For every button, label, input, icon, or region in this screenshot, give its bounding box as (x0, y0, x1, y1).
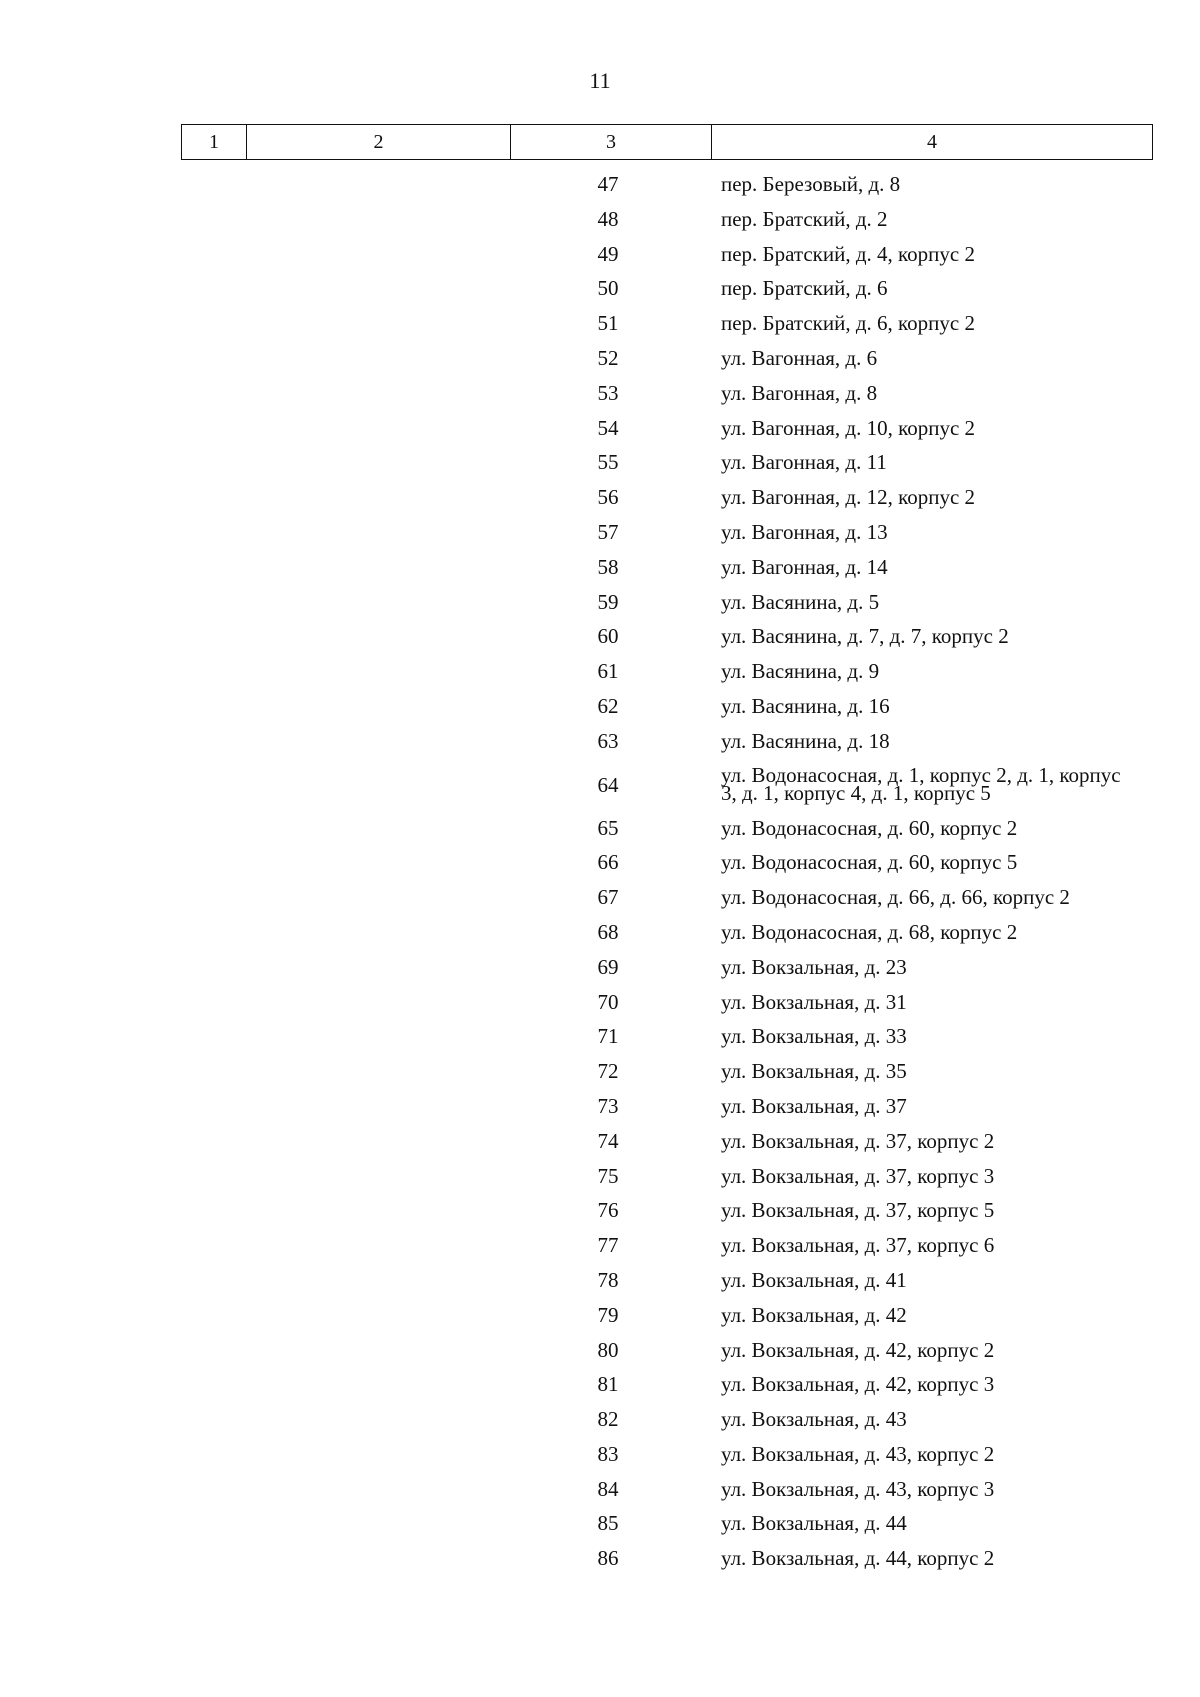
table-row (0, 1402, 1200, 1437)
row-number: 72 (597, 1059, 619, 1084)
row-address: ул. Вокзальная, д. 37, корпус 6 (721, 1233, 995, 1258)
row-number: 65 (597, 815, 619, 840)
row-address: ул. Вокзальная, д. 42, корпус 2 (721, 1337, 995, 1362)
row-number: 71 (597, 1024, 619, 1049)
row-address: ул. Вокзальная, д. 43, корпус 3 (721, 1476, 995, 1501)
row-number: 50 (597, 276, 619, 301)
table-row (0, 1054, 1200, 1089)
row-number: 68 (597, 919, 619, 944)
table-row (0, 759, 1200, 811)
row-number: 49 (597, 241, 619, 266)
row-number: 86 (597, 1546, 619, 1571)
column-header-row (181, 124, 1153, 160)
column-header-2: 2 (247, 125, 511, 160)
row-address: ул. Вокзальная, д. 42 (721, 1302, 907, 1327)
row-number: 79 (597, 1302, 619, 1327)
address-list (0, 167, 1200, 1576)
row-number: 64 (597, 772, 619, 797)
row-number: 74 (597, 1128, 619, 1153)
table-row (0, 1089, 1200, 1124)
table-row (0, 845, 1200, 880)
row-address: ул. Водонасосная, д. 68, корпус 2 (721, 919, 1018, 944)
row-address: ул. Водонасосная, д. 60, корпус 2 (721, 815, 1018, 840)
row-address: ул. Вокзальная, д. 41 (721, 1267, 907, 1292)
row-address: ул. Васянина, д. 16 (721, 693, 890, 718)
row-address: ул. Вокзальная, д. 37, корпус 5 (721, 1198, 995, 1223)
row-address: ул. Вокзальная, д. 37, корпус 3 (721, 1163, 995, 1188)
row-number: 76 (597, 1198, 619, 1223)
row-address: ул. Водонасосная, д. 1, корпус 2, д. 1, корпус 3, д. 1, корпус 4, д. 1, корпус 5 (721, 762, 1121, 805)
row-number: 77 (597, 1233, 619, 1258)
table-row (0, 411, 1200, 446)
row-address: ул. Вагонная, д. 10, корпус 2 (721, 415, 976, 440)
table-row (0, 724, 1200, 759)
row-address: пер. Березовый, д. 8 (721, 172, 901, 196)
row-number: 85 (597, 1511, 619, 1536)
table-row (0, 1124, 1200, 1159)
table-row (0, 1159, 1200, 1194)
row-address: ул. Вокзальная, д. 44 (721, 1511, 907, 1536)
row-number: 78 (597, 1267, 619, 1292)
row-number: 47 (597, 172, 619, 196)
table-row (0, 950, 1200, 985)
row-address: ул. Вагонная, д. 11 (721, 450, 887, 475)
column-header-4: 4 (712, 125, 1153, 160)
table-row (0, 689, 1200, 724)
row-number: 53 (597, 380, 619, 405)
table-row (0, 811, 1200, 846)
row-address: пер. Братский, д. 2 (721, 206, 888, 231)
table-row (0, 1333, 1200, 1368)
table-row (0, 1472, 1200, 1507)
table-row (0, 985, 1200, 1020)
table-row (0, 306, 1200, 341)
row-address: пер. Братский, д. 4, корпус 2 (721, 241, 975, 266)
row-address: ул. Вагонная, д. 12, корпус 2 (721, 485, 976, 510)
row-number: 84 (597, 1476, 619, 1501)
table-row (0, 202, 1200, 237)
column-header-1: 1 (182, 125, 247, 160)
table-row (0, 585, 1200, 620)
row-number: 73 (597, 1093, 619, 1118)
row-address: пер. Братский, д. 6 (721, 276, 888, 301)
row-number: 63 (597, 728, 619, 753)
row-number: 62 (597, 693, 619, 718)
row-number: 57 (597, 519, 619, 544)
table-row (0, 1019, 1200, 1054)
table-row (0, 515, 1200, 550)
row-address: ул. Вагонная, д. 8 (721, 380, 878, 405)
row-number: 70 (597, 989, 619, 1014)
row-address: пер. Братский, д. 6, корпус 2 (721, 311, 975, 336)
row-number: 55 (597, 450, 619, 475)
row-number: 81 (597, 1372, 619, 1397)
column-header-3: 3 (511, 125, 712, 160)
row-address: ул. Васянина, д. 5 (721, 589, 880, 614)
page-number: 11 (589, 68, 611, 93)
table-row (0, 1437, 1200, 1472)
row-number: 59 (597, 589, 619, 614)
table-row (0, 1506, 1200, 1541)
row-address: ул. Васянина, д. 9 (721, 659, 880, 684)
table-row (0, 915, 1200, 950)
row-address: ул. Васянина, д. 7, д. 7, корпус 2 (721, 624, 1009, 649)
table-row (0, 1541, 1200, 1576)
row-address: ул. Вокзальная, д. 43, корпус 2 (721, 1441, 995, 1466)
table-row (0, 880, 1200, 915)
table-row (0, 619, 1200, 654)
table-row (0, 1367, 1200, 1402)
row-number: 54 (597, 415, 619, 440)
row-address: ул. Вокзальная, д. 37 (721, 1093, 907, 1118)
row-address: ул. Вокзальная, д. 43 (721, 1407, 907, 1432)
row-number: 51 (597, 311, 619, 336)
row-number: 82 (597, 1407, 619, 1432)
row-number: 61 (597, 659, 619, 684)
row-address: ул. Вокзальная, д. 42, корпус 3 (721, 1372, 995, 1397)
row-number: 58 (597, 554, 619, 579)
table-row (0, 237, 1200, 272)
row-address: ул. Вагонная, д. 6 (721, 345, 878, 370)
table-row (0, 1263, 1200, 1298)
row-number: 56 (597, 485, 619, 510)
row-address: ул. Вокзальная, д. 23 (721, 954, 907, 979)
row-address: ул. Вокзальная, д. 37, корпус 2 (721, 1128, 995, 1153)
row-address: ул. Васянина, д. 18 (721, 728, 890, 753)
row-number: 60 (597, 624, 619, 649)
table-row (0, 341, 1200, 376)
row-address: ул. Вокзальная, д. 31 (721, 989, 907, 1014)
row-address: ул. Водонасосная, д. 60, корпус 5 (721, 850, 1018, 875)
table-row (0, 1193, 1200, 1228)
row-address: ул. Вокзальная, д. 35 (721, 1059, 907, 1084)
row-address: ул. Вагонная, д. 13 (721, 519, 888, 544)
table-row (0, 654, 1200, 689)
table-row (0, 376, 1200, 411)
row-number: 75 (597, 1163, 619, 1188)
row-address: ул. Вокзальная, д. 44, корпус 2 (721, 1546, 995, 1571)
row-number: 67 (597, 885, 619, 910)
row-number: 66 (597, 850, 619, 875)
row-address: ул. Вагонная, д. 14 (721, 554, 888, 579)
row-number: 83 (597, 1441, 619, 1466)
row-number: 69 (597, 954, 619, 979)
table-row (0, 1298, 1200, 1333)
table-row (0, 480, 1200, 515)
row-address: ул. Вокзальная, д. 33 (721, 1024, 907, 1049)
row-number: 80 (597, 1337, 619, 1362)
table-row (0, 445, 1200, 480)
row-number: 52 (597, 345, 619, 370)
table-row (0, 550, 1200, 585)
table-row (0, 271, 1200, 306)
table-row (0, 1228, 1200, 1263)
table-row (0, 167, 1200, 202)
row-address: ул. Водонасосная, д. 66, д. 66, корпус 2 (721, 885, 1070, 910)
row-number: 48 (597, 206, 619, 231)
